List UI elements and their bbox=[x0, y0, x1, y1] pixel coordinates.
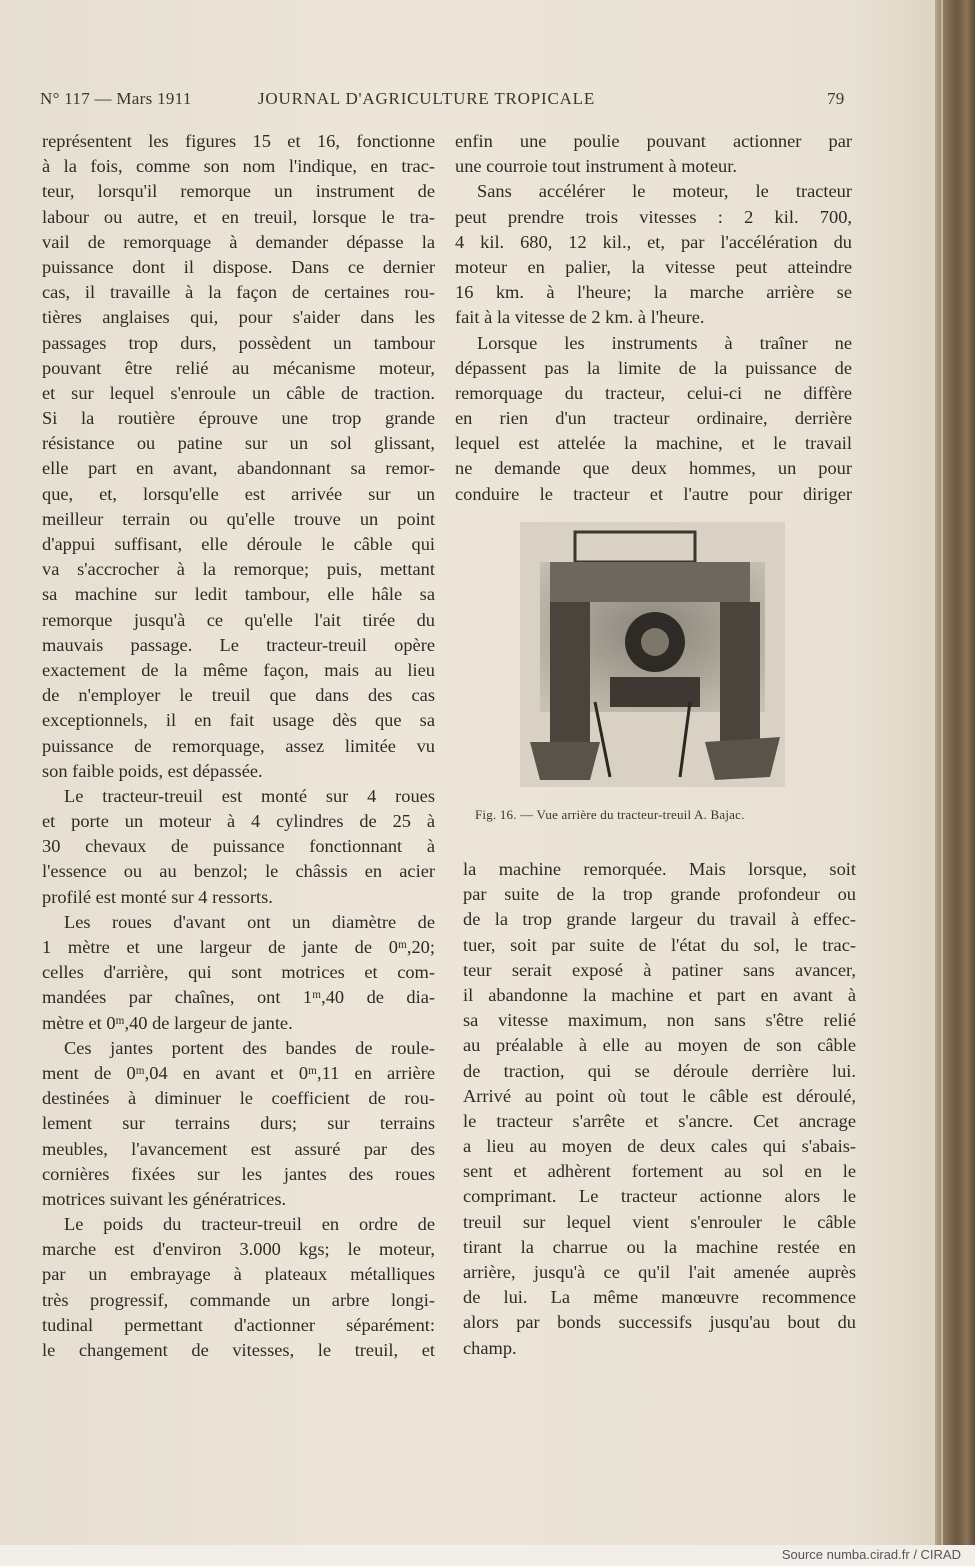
text-line: il abandonne la machine et part en avant à bbox=[463, 984, 856, 1005]
text-line: Les roues d'avant ont un diamètre de bbox=[64, 911, 435, 932]
text-line: mauvais passage. Le tracteur-treuil opère bbox=[42, 634, 435, 655]
text-line: tières anglaises qui, pour s'aider dans les bbox=[42, 307, 435, 328]
text-line: le changement de vitesses, le treuil, et bbox=[42, 1340, 435, 1360]
text-line: motrices suivant les génératrices. bbox=[42, 1188, 287, 1209]
text-line: ne demande que deux hommes, un pour bbox=[455, 458, 852, 479]
text-line: dépassent pas la limite de la puissance de bbox=[455, 357, 852, 378]
right-column-top bbox=[455, 129, 852, 507]
text-line: meilleur terrain ou qu'elle trouve un point bbox=[42, 508, 435, 529]
paragraph bbox=[42, 910, 435, 1036]
text-line: teur serait exposé à patiner sans avancer, bbox=[463, 959, 856, 980]
text-line: représentent les figures 15 et 16, fonctionne bbox=[42, 131, 435, 151]
text-line: enfin une poulie pouvant actionner par bbox=[455, 131, 852, 151]
text-line: alors par bonds successifs jusqu'au bout du bbox=[463, 1312, 856, 1333]
text-line: labour ou autre, et en treuil, lorsque le tra- bbox=[42, 206, 435, 227]
text-line: moteur en palier, la vitesse peut atteindre bbox=[455, 256, 852, 277]
text-line: meubles, l'avancement est assuré par des bbox=[42, 1138, 435, 1159]
text-line: que, et, lorsqu'elle est arrivée sur un bbox=[42, 483, 435, 504]
text-line: a lieu au moyen de deux cales qui s'abais- bbox=[463, 1136, 856, 1157]
text-line: lequel est attelée la machine, et le travail bbox=[455, 433, 852, 454]
text-line: treuil sur lequel vient s'enrouler le câble bbox=[463, 1211, 856, 1232]
text-line: exactement de la même façon, mais au lieu bbox=[42, 659, 435, 680]
text-line: ment de 0ᵐ,04 en avant et 0ᵐ,11 en arrière bbox=[42, 1062, 435, 1083]
text-line: conduire le tracteur et l'autre pour diriger bbox=[455, 483, 852, 504]
text-line: Lorsque les instruments à traîner ne bbox=[477, 332, 852, 353]
text-line: elle part en avant, abandonnant sa remor- bbox=[42, 458, 435, 479]
text-line: de traction, qui se déroule derrière lui. bbox=[463, 1060, 856, 1081]
right-column-bottom bbox=[463, 857, 856, 1361]
text-line: très progressif, commande un arbre longi- bbox=[42, 1289, 435, 1310]
text-line: tudinal permettant d'actionner séparément: bbox=[42, 1314, 435, 1335]
text-line: mètre et 0ᵐ,40 de largeur de jante. bbox=[42, 1012, 293, 1033]
text-line: par un embrayage à plateaux métalliques bbox=[42, 1264, 435, 1285]
text-line: une courroie tout instrument à moteur. bbox=[455, 156, 737, 177]
text-line: résistance ou patine sur un sol glissant, bbox=[42, 433, 435, 454]
text-line: de la trop grande largeur du travail à effec- bbox=[463, 909, 856, 930]
paragraph bbox=[42, 1212, 435, 1363]
text-line: d'appui suffisant, elle déroule le câble qui bbox=[42, 534, 435, 554]
text-line: 30 chevaux de puissance fonctionnant à bbox=[42, 836, 435, 857]
text-line: le tracteur s'arrête et s'ancre. Cet ancrage bbox=[463, 1110, 856, 1131]
text-line: teur, lorsqu'il remorque un instrument de bbox=[42, 181, 435, 202]
text-line: au préalable à elle au moyen de son câble bbox=[463, 1035, 856, 1056]
figure-caption: Fig. 16. — Vue arrière du tracteur-treuil A. Bajac. bbox=[475, 807, 745, 822]
text-line: Si la routière éprouve une trop grande bbox=[42, 408, 435, 429]
left-column bbox=[42, 129, 435, 1363]
text-line: arrière, jusqu'à ce qu'il l'ait amenée auprès bbox=[463, 1262, 856, 1282]
text-line: marche est d'environ 3.000 kgs; le moteur, bbox=[42, 1239, 435, 1260]
text-line: par suite de la trop grande profondeur ou bbox=[463, 884, 856, 905]
issue-date: N° 117 — Mars 1911 bbox=[40, 89, 192, 108]
text-line: tirant la charrue ou la machine restée en bbox=[463, 1236, 856, 1257]
journal-title: JOURNAL D'AGRICULTURE TROPICALE bbox=[258, 89, 596, 108]
text-line: peut prendre trois vitesses : 2 kil. 700, bbox=[455, 206, 852, 227]
text-line: puissance de remorquage, assez limitée vu bbox=[42, 735, 435, 756]
source-credit: Source numba.cirad.fr / CIRAD bbox=[781, 1547, 961, 1562]
text-line: Sans accélérer le moteur, le tracteur bbox=[477, 181, 852, 202]
paragraph bbox=[42, 1036, 435, 1212]
text-line: profilé est monté sur 4 ressorts. bbox=[42, 886, 273, 907]
text-line: sent et adhèrent fortement au sol en le bbox=[463, 1161, 856, 1182]
paragraph bbox=[455, 179, 852, 330]
text-line: l'essence ou au benzol; le châssis en acier bbox=[42, 861, 435, 882]
paragraph bbox=[463, 857, 856, 1361]
text-line: 16 km. à l'heure; la marche arrière se bbox=[455, 282, 852, 303]
text-line: son faible poids, est dépassée. bbox=[42, 760, 263, 781]
paragraph bbox=[42, 784, 435, 910]
text-line: passages trop durs, possèdent un tambour bbox=[42, 332, 435, 353]
paragraph bbox=[42, 129, 435, 784]
text-line: va s'accrocher à la remorque; puis, mettant bbox=[42, 559, 435, 580]
paragraph bbox=[455, 129, 852, 179]
text-line: lement sur terrains durs; sur terrains bbox=[42, 1113, 435, 1134]
text-line: remorque jusqu'à ce qu'elle l'ait tirée du bbox=[42, 609, 435, 630]
text-line: celles d'arrière, qui sont motrices et com- bbox=[42, 962, 435, 983]
page-number: 79 bbox=[827, 89, 845, 108]
text-line: fait à la vitesse de 2 km. à l'heure. bbox=[455, 307, 705, 328]
text-line: sa vitesse maximum, non sans s'être relié bbox=[463, 1010, 856, 1031]
text-line: exceptionnels, il en fait usage dès que sa bbox=[42, 710, 435, 731]
book-spine-edge bbox=[935, 0, 975, 1545]
text-line: mandées par chaînes, ont 1ᵐ,40 de dia- bbox=[42, 987, 435, 1008]
text-line: et sur lequel s'enroule un câble de traction. bbox=[42, 382, 435, 403]
text-line: Le tracteur-treuil est monté sur 4 roues bbox=[64, 785, 435, 806]
text-line: à la fois, comme son nom l'indique, en trac- bbox=[42, 156, 435, 177]
tractor-rear-view-figure bbox=[520, 522, 785, 787]
text-line: et porte un moteur à 4 cylindres de 25 à bbox=[42, 811, 435, 832]
text-line: 1 mètre et une largeur de jante de 0ᵐ,20; bbox=[42, 937, 435, 957]
text-line: cornières fixées sur les jantes des roues bbox=[42, 1163, 435, 1184]
text-line: remorquage du tracteur, celui-ci ne diffère bbox=[455, 382, 852, 403]
text-line: Ces jantes portent des bandes de roule- bbox=[64, 1037, 435, 1058]
text-line: puissance dont il dispose. Dans ce dernier bbox=[42, 256, 435, 277]
text-line: champ. bbox=[463, 1337, 517, 1358]
text-line: destinées à diminuer le coefficient de rou- bbox=[42, 1088, 435, 1109]
text-line: de lui. La même manœuvre recommence bbox=[463, 1287, 856, 1308]
text-line: pouvant être relié au mécanisme moteur, bbox=[42, 357, 435, 378]
text-line: tuer, soit par suite de l'état du sol, le trac- bbox=[463, 934, 856, 955]
text-line: cas, il travaille à la façon de certaines rou- bbox=[42, 282, 435, 303]
text-line: sa machine sur ledit tambour, elle hâle sa bbox=[42, 584, 435, 605]
text-line: comprimant. Le tracteur actionne alors le bbox=[463, 1186, 856, 1207]
text-line: vail de remorquage à demander dépasse la bbox=[42, 231, 435, 252]
text-line: 4 kil. 680, 12 kil., et, par l'accélération du bbox=[455, 231, 852, 252]
text-line: Le poids du tracteur-treuil en ordre de bbox=[64, 1214, 435, 1235]
text-line: de n'employer le treuil que dans des cas bbox=[42, 685, 435, 706]
text-line: la machine remorquée. Mais lorsque, soit bbox=[463, 859, 856, 879]
paragraph bbox=[455, 331, 852, 507]
text-line: Arrivé au point où tout le câble est déroulé, bbox=[463, 1085, 856, 1106]
text-line: en rien d'un tracteur ordinaire, derrière bbox=[455, 408, 852, 429]
